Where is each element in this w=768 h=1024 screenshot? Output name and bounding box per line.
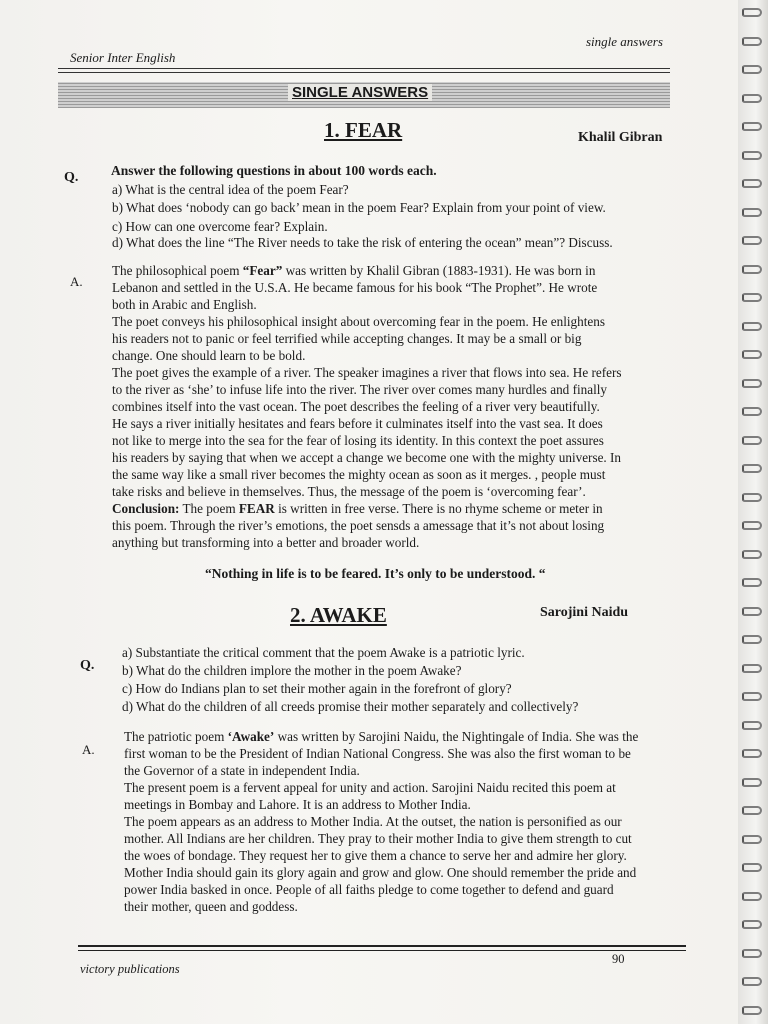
answer-line: to the river as ‘she’ to infuse life into the river. The river over comes many hurdles and finally: [112, 382, 607, 397]
binding-ring: [742, 920, 762, 929]
binding-ring: [742, 122, 762, 131]
answer-line: change. One should learn to be bold.: [112, 348, 306, 363]
poet-name: Khalil Gibran: [578, 130, 663, 145]
binding-ring: [742, 179, 762, 188]
binding-ring: [742, 1006, 762, 1015]
conclusion-line: anything but transforming into a better and broader world.: [112, 535, 420, 550]
binding-ring: [742, 749, 762, 758]
binding-ring: [742, 892, 762, 901]
binding-ring: [742, 778, 762, 787]
binding-ring: [742, 607, 762, 616]
answer-line: The poet conveys his philosophical insight about overcoming fear in the poem. He enlightens: [112, 314, 605, 329]
running-header-left: Senior Inter English: [70, 50, 176, 65]
binding-ring: [742, 293, 762, 302]
answer-line: first woman to be the President of Indian National Congress. She was also the first woman to be: [124, 746, 631, 761]
answer-line: Mother India should gain its glory again and grow and glow. One should remember the pride and: [124, 865, 637, 880]
binding-ring: [742, 664, 762, 673]
running-header-right: single answers: [586, 34, 663, 49]
question-item: b) What do the children implore the mother in the poem Awake?: [122, 663, 462, 678]
binding-ring: [742, 863, 762, 872]
binding-ring: [742, 208, 762, 217]
binding-ring: [742, 350, 762, 359]
answer-line: The poet gives the example of a river. The speaker imagines a river that flows into sea. He refers: [112, 365, 622, 380]
binding-ring: [742, 322, 762, 331]
binding-ring: [742, 635, 762, 644]
answer-line: The philosophical poem “Fear” was written by Khalil Gibran (1883-1931). He was born in: [112, 263, 596, 278]
question-instruction: Answer the following questions in about 100 words each.: [111, 163, 437, 178]
answer-label: A.: [82, 742, 95, 757]
question-item: d) What does the line “The River needs to take the risk of entering the ocean” mean”? Discuss.: [112, 235, 613, 250]
question-label: Q.: [80, 658, 95, 673]
question-item: c) How do Indians plan to set their mother again in the forefront of glory?: [122, 681, 512, 696]
answer-line: their mother, queen and goddess.: [124, 899, 298, 914]
answer-line: the Governor of a state in independent India.: [124, 763, 360, 778]
binding-ring: [742, 65, 762, 74]
answer-line: the woes of bondage. They request her to give them a chance to serve her and admire her glory.: [124, 848, 627, 863]
answer-line: The poem appears as an address to Mother India. At the outset, the nation is personified as our: [124, 814, 622, 829]
publisher-name: victory publications: [80, 962, 180, 976]
binding-ring: [742, 578, 762, 587]
page-number: 90: [612, 952, 625, 966]
spiral-binding: [738, 0, 768, 1024]
question-item: a) Substantiate the critical comment that the poem Awake is a patriotic lyric.: [122, 645, 525, 660]
answer-line: He says a river initially hesitates and fears before it culminates itself into the vast sea. It does: [112, 416, 603, 431]
poem-title-fear: 1. FEAR: [324, 118, 403, 142]
conclusion-line: this poem. Through the river’s emotions, the poet sensds a amessage that it’s not about losing: [112, 518, 605, 533]
conclusion-line: Conclusion: The poem FEAR is written in free verse. There is no rhyme scheme or meter in: [112, 501, 603, 516]
answer-line: combines itself into the vast ocean. The poet describes the feeling of a river very beautifully.: [112, 399, 600, 414]
answer-line: his readers not to panic or feel terrified while accepting changes. It may be a small or big: [112, 331, 582, 346]
answer-line: his readers by saying that when we accept a change we become one with the mighty universe. In: [112, 450, 622, 465]
binding-ring: [742, 37, 762, 46]
answer-line: Lebanon and settled in the U.S.A. He became famous for his book “The Prophet”. He wrote: [112, 280, 598, 295]
answer-line: power India basked in once. People of all faiths pledge to come together to defend and guard: [124, 882, 614, 897]
answer-line: The patriotic poem ‘Awake’ was written by Sarojini Naidu, the Nightingale of India. She was the: [124, 729, 639, 744]
footer-rule: [78, 950, 686, 951]
answer-line: take risks and believe in themselves. Thus, the message of the poem is ‘overcoming fear’.: [112, 484, 586, 499]
binding-ring: [742, 379, 762, 388]
footer-rule: [78, 945, 686, 947]
binding-ring: [742, 407, 762, 416]
header-rule: [58, 68, 670, 69]
answer-line: the same way like a small river becomes the mighty ocean as soon as it merges. , people must: [112, 467, 606, 482]
header-rule: [58, 72, 670, 73]
question-item: d) What do the children of all creeds promise their mother separately and collectively?: [122, 699, 579, 714]
answer-line: not like to merge into the sea for the fear of losing its identity. In this context the poet assures: [112, 433, 604, 448]
binding-ring: [742, 835, 762, 844]
binding-ring: [742, 977, 762, 986]
closing-quote: “Nothing in life is to be feared. It’s only to be understood. “: [205, 566, 546, 581]
poem-title-awake: 2. AWAKE: [290, 603, 387, 627]
binding-ring: [742, 236, 762, 245]
binding-ring: [742, 949, 762, 958]
binding-ring: [742, 721, 762, 730]
answer-line: meetings in Bombay and Lahore. It is an address to Mother India.: [124, 797, 471, 812]
poet-name: Sarojini Naidu: [540, 605, 629, 620]
section-banner-title: SINGLE ANSWERS: [288, 84, 432, 101]
answer-line: The present poem is a fervent appeal for unity and action. Sarojini Naidu recited this poem at: [124, 780, 616, 795]
binding-ring: [742, 436, 762, 445]
question-item: b) What does ‘nobody can go back’ mean in the poem Fear? Explain from your point of view.: [112, 200, 606, 215]
binding-ring: [742, 8, 762, 17]
question-item: c) How can one overcome fear? Explain.: [112, 219, 328, 234]
answer-line: mother. All Indians are her children. They pray to their mother India to give them strength to cut: [124, 831, 632, 846]
binding-ring: [742, 493, 762, 502]
binding-ring: [742, 151, 762, 160]
question-item: a) What is the central idea of the poem Fear?: [112, 182, 349, 197]
answer-label: A.: [70, 274, 83, 289]
binding-ring: [742, 550, 762, 559]
answer-line: both in Arabic and English.: [112, 297, 257, 312]
binding-ring: [742, 692, 762, 701]
binding-ring: [742, 521, 762, 530]
binding-ring: [742, 806, 762, 815]
binding-ring: [742, 265, 762, 274]
binding-ring: [742, 94, 762, 103]
question-label: Q.: [64, 170, 79, 185]
binding-ring: [742, 464, 762, 473]
